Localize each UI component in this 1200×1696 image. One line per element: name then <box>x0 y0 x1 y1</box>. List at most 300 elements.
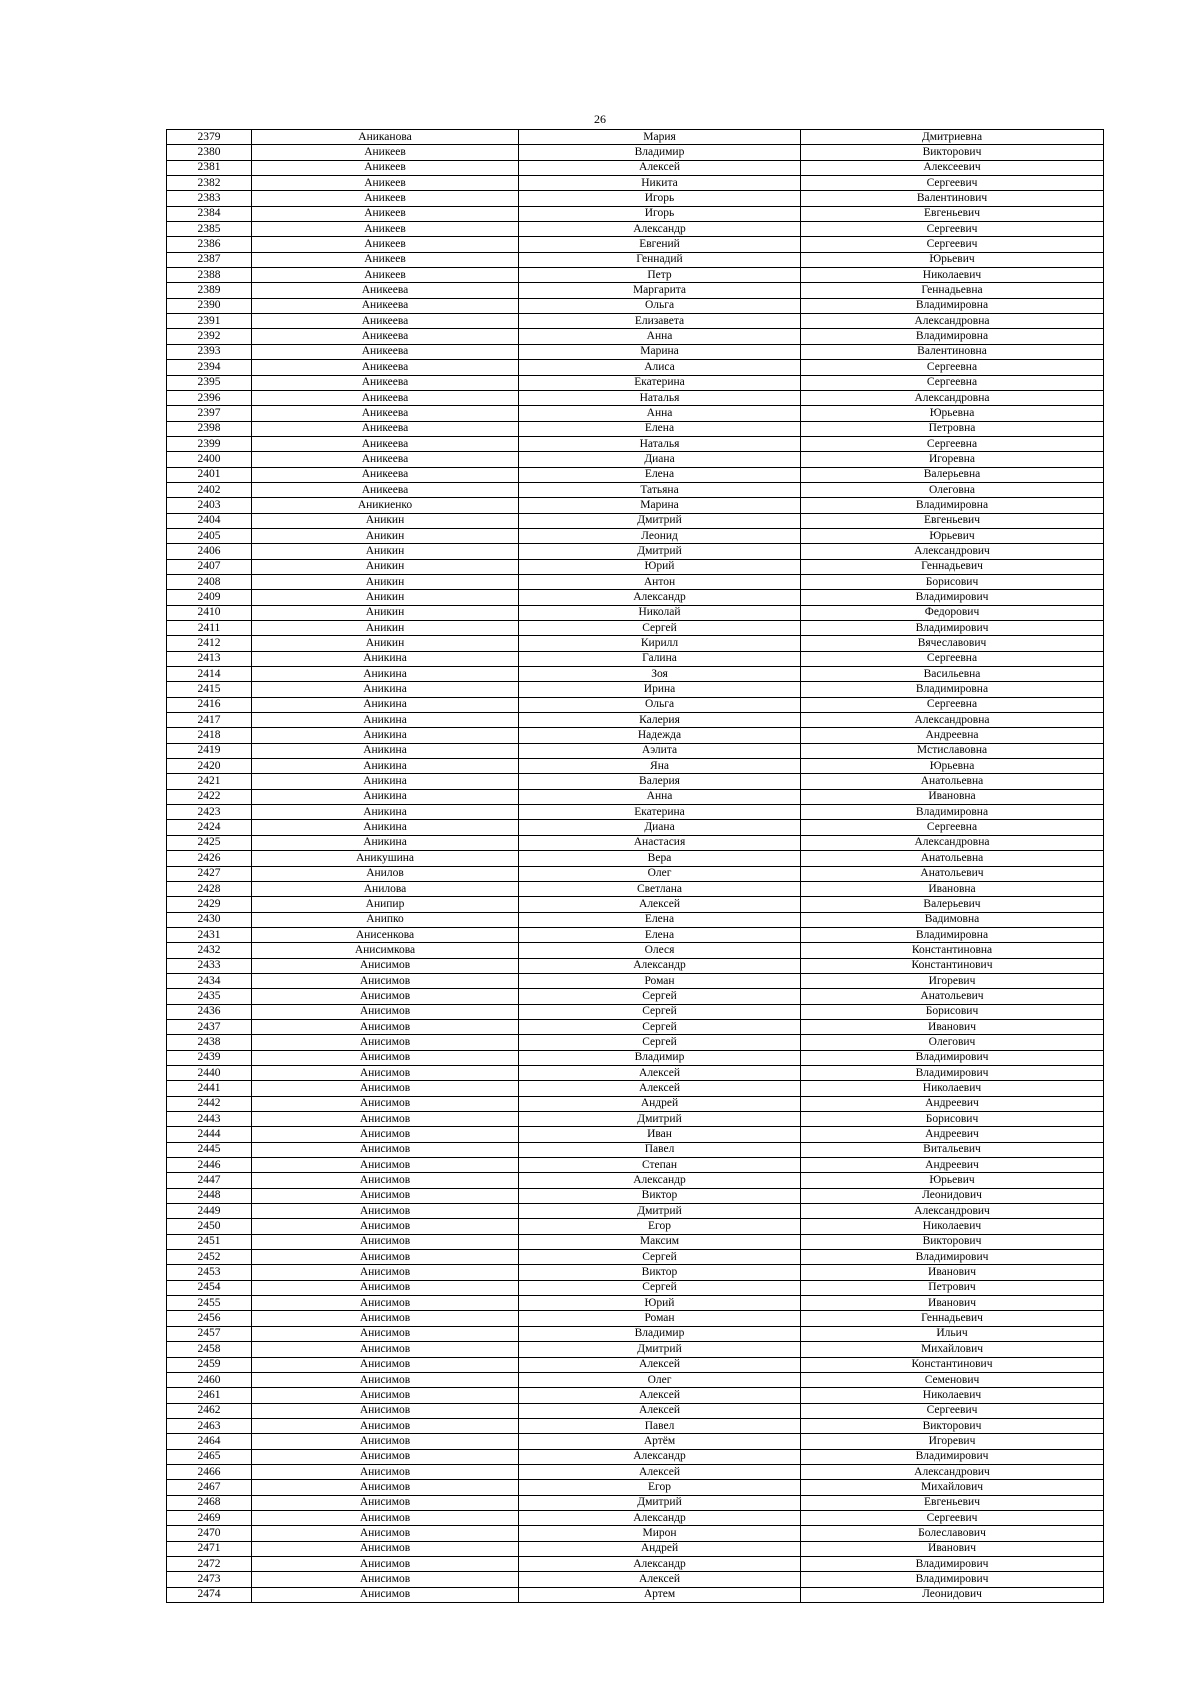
last-name-cell: Анисимов <box>252 1464 519 1479</box>
row-number-cell: 2424 <box>167 820 252 835</box>
row-number-cell: 2422 <box>167 789 252 804</box>
row-number-cell: 2470 <box>167 1526 252 1541</box>
last-name-cell: Аникин <box>252 559 519 574</box>
first-name-cell: Анастасия <box>519 835 801 850</box>
row-number-cell: 2439 <box>167 1050 252 1065</box>
row-number-cell: 2436 <box>167 1004 252 1019</box>
table-row <box>167 176 1104 191</box>
row-number-cell: 2379 <box>167 130 252 145</box>
first-name-cell: Сергей <box>519 1250 801 1265</box>
table-row <box>167 651 1104 666</box>
first-name-cell: Алексей <box>519 897 801 912</box>
patronymic-cell: Борисович <box>801 1004 1104 1019</box>
first-name-cell: Алексей <box>519 1357 801 1372</box>
last-name-cell: Аникеев <box>252 206 519 221</box>
row-number-cell: 2467 <box>167 1480 252 1495</box>
first-name-cell: Татьяна <box>519 482 801 497</box>
table-row <box>167 482 1104 497</box>
table-row <box>167 252 1104 267</box>
table-row <box>167 498 1104 513</box>
patronymic-cell: Юрьевич <box>801 1173 1104 1188</box>
row-number-cell: 2381 <box>167 160 252 175</box>
row-number-cell: 2429 <box>167 897 252 912</box>
first-name-cell: Зоя <box>519 667 801 682</box>
row-number-cell: 2413 <box>167 651 252 666</box>
table-row <box>167 1342 1104 1357</box>
table-row <box>167 574 1104 589</box>
row-number-cell: 2399 <box>167 436 252 451</box>
first-name-cell: Валерия <box>519 774 801 789</box>
last-name-cell: Анисимов <box>252 1158 519 1173</box>
table-row <box>167 1526 1104 1541</box>
last-name-cell: Анисимов <box>252 1480 519 1495</box>
patronymic-cell: Викторович <box>801 1418 1104 1433</box>
table-row <box>167 191 1104 206</box>
last-name-cell: Анисимов <box>252 973 519 988</box>
table-row <box>167 973 1104 988</box>
patronymic-cell: Владимирович <box>801 1065 1104 1080</box>
last-name-cell: Анисимов <box>252 1112 519 1127</box>
patronymic-cell: Константинович <box>801 1357 1104 1372</box>
last-name-cell: Аникина <box>252 789 519 804</box>
table-row <box>167 1495 1104 1510</box>
row-number-cell: 2398 <box>167 421 252 436</box>
patronymic-cell: Александровна <box>801 713 1104 728</box>
last-name-cell: Аникеева <box>252 283 519 298</box>
patronymic-cell: Владимировна <box>801 927 1104 942</box>
patronymic-cell: Игоревич <box>801 973 1104 988</box>
last-name-cell: Аникушина <box>252 851 519 866</box>
patronymic-cell: Юрьевна <box>801 406 1104 421</box>
row-number-cell: 2456 <box>167 1311 252 1326</box>
patronymic-cell: Борисович <box>801 574 1104 589</box>
table-row <box>167 436 1104 451</box>
last-name-cell: Анисимов <box>252 1142 519 1157</box>
table-row <box>167 145 1104 160</box>
patronymic-cell: Андреевна <box>801 728 1104 743</box>
table-row <box>167 1480 1104 1495</box>
row-number-cell: 2443 <box>167 1112 252 1127</box>
last-name-cell: Аникин <box>252 636 519 651</box>
row-number-cell: 2382 <box>167 176 252 191</box>
row-number-cell: 2403 <box>167 498 252 513</box>
patronymic-cell: Сергеевич <box>801 176 1104 191</box>
patronymic-cell: Евгеньевич <box>801 513 1104 528</box>
last-name-cell: Анисимов <box>252 1250 519 1265</box>
table-row <box>167 406 1104 421</box>
first-name-cell: Степан <box>519 1158 801 1173</box>
table-row <box>167 1587 1104 1602</box>
last-name-cell: Аникеева <box>252 467 519 482</box>
first-name-cell: Ирина <box>519 682 801 697</box>
first-name-cell: Александр <box>519 1556 801 1571</box>
last-name-cell: Анисимов <box>252 1296 519 1311</box>
last-name-cell: Аникеева <box>252 452 519 467</box>
row-number-cell: 2412 <box>167 636 252 651</box>
patronymic-cell: Сергеевич <box>801 222 1104 237</box>
patronymic-cell: Сергеевна <box>801 697 1104 712</box>
first-name-cell: Иван <box>519 1127 801 1142</box>
row-number-cell: 2471 <box>167 1541 252 1556</box>
first-name-cell: Диана <box>519 452 801 467</box>
patronymic-cell: Юрьевич <box>801 252 1104 267</box>
table-row <box>167 1357 1104 1372</box>
last-name-cell: Анисимов <box>252 1234 519 1249</box>
table-row <box>167 605 1104 620</box>
last-name-cell: Аникина <box>252 697 519 712</box>
patronymic-cell: Михайлович <box>801 1342 1104 1357</box>
table-row <box>167 544 1104 559</box>
patronymic-cell: Иванович <box>801 1541 1104 1556</box>
last-name-cell: Аникин <box>252 590 519 605</box>
table-row <box>167 1050 1104 1065</box>
table-row <box>167 1142 1104 1157</box>
last-name-cell: Аникина <box>252 728 519 743</box>
first-name-cell: Алексей <box>519 1464 801 1479</box>
row-number-cell: 2425 <box>167 835 252 850</box>
row-number-cell: 2420 <box>167 759 252 774</box>
row-number-cell: 2472 <box>167 1556 252 1571</box>
first-name-cell: Мирон <box>519 1526 801 1541</box>
table-row <box>167 1065 1104 1080</box>
table-row <box>167 789 1104 804</box>
last-name-cell: Анисимов <box>252 1342 519 1357</box>
patronymic-cell: Николаевич <box>801 1081 1104 1096</box>
table-row <box>167 1541 1104 1556</box>
first-name-cell: Владимир <box>519 1050 801 1065</box>
table-row <box>167 1096 1104 1111</box>
patronymic-cell: Николаевич <box>801 1219 1104 1234</box>
first-name-cell: Наталья <box>519 390 801 405</box>
last-name-cell: Аникеева <box>252 360 519 375</box>
last-name-cell: Аникина <box>252 743 519 758</box>
table-row <box>167 1035 1104 1050</box>
patronymic-cell: Геннадьевич <box>801 559 1104 574</box>
table-row <box>167 774 1104 789</box>
last-name-cell: Анисимов <box>252 1173 519 1188</box>
last-name-cell: Анисимкова <box>252 943 519 958</box>
first-name-cell: Маргарита <box>519 283 801 298</box>
table-row <box>167 1127 1104 1142</box>
patronymic-cell: Александрович <box>801 544 1104 559</box>
row-number-cell: 2461 <box>167 1388 252 1403</box>
row-number-cell: 2458 <box>167 1342 252 1357</box>
row-number-cell: 2411 <box>167 621 252 636</box>
table-row <box>167 283 1104 298</box>
patronymic-cell: Юрьевна <box>801 759 1104 774</box>
table-row <box>167 1388 1104 1403</box>
row-number-cell: 2440 <box>167 1065 252 1080</box>
patronymic-cell: Сергеевна <box>801 651 1104 666</box>
patronymic-cell: Анатольевна <box>801 851 1104 866</box>
row-number-cell: 2415 <box>167 682 252 697</box>
row-number-cell: 2418 <box>167 728 252 743</box>
last-name-cell: Анисимов <box>252 1357 519 1372</box>
patronymic-cell: Сергеевна <box>801 436 1104 451</box>
table-row <box>167 298 1104 313</box>
first-name-cell: Галина <box>519 651 801 666</box>
row-number-cell: 2401 <box>167 467 252 482</box>
table-row <box>167 344 1104 359</box>
table-row <box>167 1464 1104 1479</box>
row-number-cell: 2419 <box>167 743 252 758</box>
row-number-cell: 2430 <box>167 912 252 927</box>
patronymic-cell: Ивановна <box>801 881 1104 896</box>
last-name-cell: Анисимов <box>252 1434 519 1449</box>
first-name-cell: Геннадий <box>519 252 801 267</box>
table-row <box>167 590 1104 605</box>
last-name-cell: Аникин <box>252 544 519 559</box>
roster-table <box>166 129 1104 1603</box>
row-number-cell: 2457 <box>167 1326 252 1341</box>
last-name-cell: Анисимов <box>252 1326 519 1341</box>
row-number-cell: 2450 <box>167 1219 252 1234</box>
table-row <box>167 881 1104 896</box>
table-row <box>167 452 1104 467</box>
first-name-cell: Анна <box>519 789 801 804</box>
first-name-cell: Наталья <box>519 436 801 451</box>
table-row <box>167 375 1104 390</box>
table-row <box>167 1280 1104 1295</box>
first-name-cell: Анна <box>519 406 801 421</box>
row-number-cell: 2406 <box>167 544 252 559</box>
last-name-cell: Анисимов <box>252 1572 519 1587</box>
patronymic-cell: Геннадьевич <box>801 1311 1104 1326</box>
patronymic-cell: Валерьевич <box>801 897 1104 912</box>
last-name-cell: Аникина <box>252 774 519 789</box>
first-name-cell: Ольга <box>519 697 801 712</box>
row-number-cell: 2387 <box>167 252 252 267</box>
table-row <box>167 989 1104 1004</box>
patronymic-cell: Анатольевич <box>801 989 1104 1004</box>
row-number-cell: 2464 <box>167 1434 252 1449</box>
last-name-cell: Анилова <box>252 881 519 896</box>
patronymic-cell: Сергеевич <box>801 1510 1104 1525</box>
last-name-cell: Аникеев <box>252 237 519 252</box>
table-row <box>167 866 1104 881</box>
first-name-cell: Дмитрий <box>519 1204 801 1219</box>
last-name-cell: Аникина <box>252 805 519 820</box>
patronymic-cell: Александрович <box>801 1464 1104 1479</box>
first-name-cell: Сергей <box>519 1019 801 1034</box>
last-name-cell: Аникин <box>252 621 519 636</box>
first-name-cell: Олег <box>519 1372 801 1387</box>
page-number: 26 <box>594 112 606 126</box>
patronymic-cell: Евгеньевич <box>801 206 1104 221</box>
table-row <box>167 528 1104 543</box>
first-name-cell: Виктор <box>519 1188 801 1203</box>
first-name-cell: Александр <box>519 1510 801 1525</box>
first-name-cell: Диана <box>519 820 801 835</box>
patronymic-cell: Иванович <box>801 1265 1104 1280</box>
patronymic-cell: Олеговна <box>801 482 1104 497</box>
table-row <box>167 1188 1104 1203</box>
first-name-cell: Сергей <box>519 1035 801 1050</box>
table-row <box>167 713 1104 728</box>
row-number-cell: 2407 <box>167 559 252 574</box>
row-number-cell: 2410 <box>167 605 252 620</box>
table-row <box>167 912 1104 927</box>
last-name-cell: Анисенкова <box>252 927 519 942</box>
row-number-cell: 2465 <box>167 1449 252 1464</box>
last-name-cell: Анисимов <box>252 1081 519 1096</box>
row-number-cell: 2390 <box>167 298 252 313</box>
first-name-cell: Владимир <box>519 1326 801 1341</box>
last-name-cell: Анисимов <box>252 1127 519 1142</box>
last-name-cell: Анисимов <box>252 1219 519 1234</box>
first-name-cell: Алексей <box>519 1081 801 1096</box>
first-name-cell: Артём <box>519 1434 801 1449</box>
row-number-cell: 2389 <box>167 283 252 298</box>
row-number-cell: 2396 <box>167 390 252 405</box>
patronymic-cell: Мстиславовна <box>801 743 1104 758</box>
table-row <box>167 1372 1104 1387</box>
patronymic-cell: Андреевич <box>801 1158 1104 1173</box>
first-name-cell: Елена <box>519 912 801 927</box>
last-name-cell: Аникин <box>252 513 519 528</box>
table-row <box>167 958 1104 973</box>
table-row <box>167 237 1104 252</box>
patronymic-cell: Иванович <box>801 1296 1104 1311</box>
table-row <box>167 820 1104 835</box>
table-row <box>167 805 1104 820</box>
row-number-cell: 2454 <box>167 1280 252 1295</box>
patronymic-cell: Михайлович <box>801 1480 1104 1495</box>
row-number-cell: 2409 <box>167 590 252 605</box>
table-row <box>167 943 1104 958</box>
first-name-cell: Владимир <box>519 145 801 160</box>
last-name-cell: Аникеева <box>252 390 519 405</box>
first-name-cell: Александр <box>519 958 801 973</box>
row-number-cell: 2394 <box>167 360 252 375</box>
first-name-cell: Екатерина <box>519 805 801 820</box>
last-name-cell: Аникеев <box>252 252 519 267</box>
table-row <box>167 835 1104 850</box>
row-number-cell: 2453 <box>167 1265 252 1280</box>
patronymic-cell: Владимировна <box>801 682 1104 697</box>
last-name-cell: Анисимов <box>252 1526 519 1541</box>
first-name-cell: Николай <box>519 605 801 620</box>
patronymic-cell: Викторович <box>801 1234 1104 1249</box>
first-name-cell: Петр <box>519 268 801 283</box>
first-name-cell: Александр <box>519 222 801 237</box>
last-name-cell: Анисимов <box>252 1495 519 1510</box>
patronymic-cell: Борисович <box>801 1112 1104 1127</box>
first-name-cell: Марина <box>519 498 801 513</box>
patronymic-cell: Васильевна <box>801 667 1104 682</box>
first-name-cell: Андрей <box>519 1096 801 1111</box>
table-row <box>167 1572 1104 1587</box>
table-row <box>167 1173 1104 1188</box>
patronymic-cell: Витальевич <box>801 1142 1104 1157</box>
row-number-cell: 2433 <box>167 958 252 973</box>
table-row <box>167 927 1104 942</box>
first-name-cell: Роман <box>519 1311 801 1326</box>
row-number-cell: 2421 <box>167 774 252 789</box>
row-number-cell: 2444 <box>167 1127 252 1142</box>
table-row <box>167 513 1104 528</box>
first-name-cell: Алексей <box>519 160 801 175</box>
row-number-cell: 2434 <box>167 973 252 988</box>
patronymic-cell: Викторович <box>801 145 1104 160</box>
row-number-cell: 2385 <box>167 222 252 237</box>
table-row <box>167 1004 1104 1019</box>
patronymic-cell: Юрьевич <box>801 528 1104 543</box>
table-row <box>167 559 1104 574</box>
row-number-cell: 2442 <box>167 1096 252 1111</box>
first-name-cell: Юрий <box>519 1296 801 1311</box>
first-name-cell: Алексей <box>519 1388 801 1403</box>
last-name-cell: Аникиенко <box>252 498 519 513</box>
first-name-cell: Сергей <box>519 1280 801 1295</box>
row-number-cell: 2447 <box>167 1173 252 1188</box>
patronymic-cell: Сергеевна <box>801 820 1104 835</box>
last-name-cell: Анисимов <box>252 1204 519 1219</box>
table-row <box>167 621 1104 636</box>
table-row <box>167 206 1104 221</box>
row-number-cell: 2423 <box>167 805 252 820</box>
last-name-cell: Анисимов <box>252 1403 519 1418</box>
first-name-cell: Сергей <box>519 621 801 636</box>
first-name-cell: Олег <box>519 866 801 881</box>
first-name-cell: Елена <box>519 467 801 482</box>
patronymic-cell: Александрович <box>801 1204 1104 1219</box>
first-name-cell: Мария <box>519 130 801 145</box>
first-name-cell: Никита <box>519 176 801 191</box>
row-number-cell: 2441 <box>167 1081 252 1096</box>
last-name-cell: Анисимов <box>252 1556 519 1571</box>
first-name-cell: Роман <box>519 973 801 988</box>
table-row <box>167 667 1104 682</box>
table-row <box>167 421 1104 436</box>
patronymic-cell: Сергеевна <box>801 360 1104 375</box>
first-name-cell: Антон <box>519 574 801 589</box>
last-name-cell: Аникеева <box>252 344 519 359</box>
patronymic-cell: Болеславович <box>801 1526 1104 1541</box>
first-name-cell: Павел <box>519 1142 801 1157</box>
row-number-cell: 2388 <box>167 268 252 283</box>
table-row <box>167 314 1104 329</box>
patronymic-cell: Александровна <box>801 835 1104 850</box>
patronymic-cell: Сергеевна <box>801 375 1104 390</box>
last-name-cell: Аникеев <box>252 145 519 160</box>
patronymic-cell: Владимировна <box>801 805 1104 820</box>
table-row <box>167 1219 1104 1234</box>
patronymic-cell: Леонидович <box>801 1587 1104 1602</box>
first-name-cell: Дмитрий <box>519 1495 801 1510</box>
table-row <box>167 1250 1104 1265</box>
row-number-cell: 2428 <box>167 881 252 896</box>
last-name-cell: Анисимов <box>252 989 519 1004</box>
row-number-cell: 2417 <box>167 713 252 728</box>
last-name-cell: Аникеев <box>252 268 519 283</box>
first-name-cell: Павел <box>519 1418 801 1433</box>
row-number-cell: 2437 <box>167 1019 252 1034</box>
last-name-cell: Анисимов <box>252 1449 519 1464</box>
patronymic-cell: Владимирович <box>801 590 1104 605</box>
last-name-cell: Анисимов <box>252 1188 519 1203</box>
first-name-cell: Юрий <box>519 559 801 574</box>
first-name-cell: Ольга <box>519 298 801 313</box>
row-number-cell: 2432 <box>167 943 252 958</box>
first-name-cell: Алиса <box>519 360 801 375</box>
last-name-cell: Аникеева <box>252 329 519 344</box>
patronymic-cell: Владимировна <box>801 329 1104 344</box>
last-name-cell: Анисимов <box>252 1280 519 1295</box>
table-row <box>167 1449 1104 1464</box>
row-number-cell: 2416 <box>167 697 252 712</box>
patronymic-cell: Владимировна <box>801 498 1104 513</box>
